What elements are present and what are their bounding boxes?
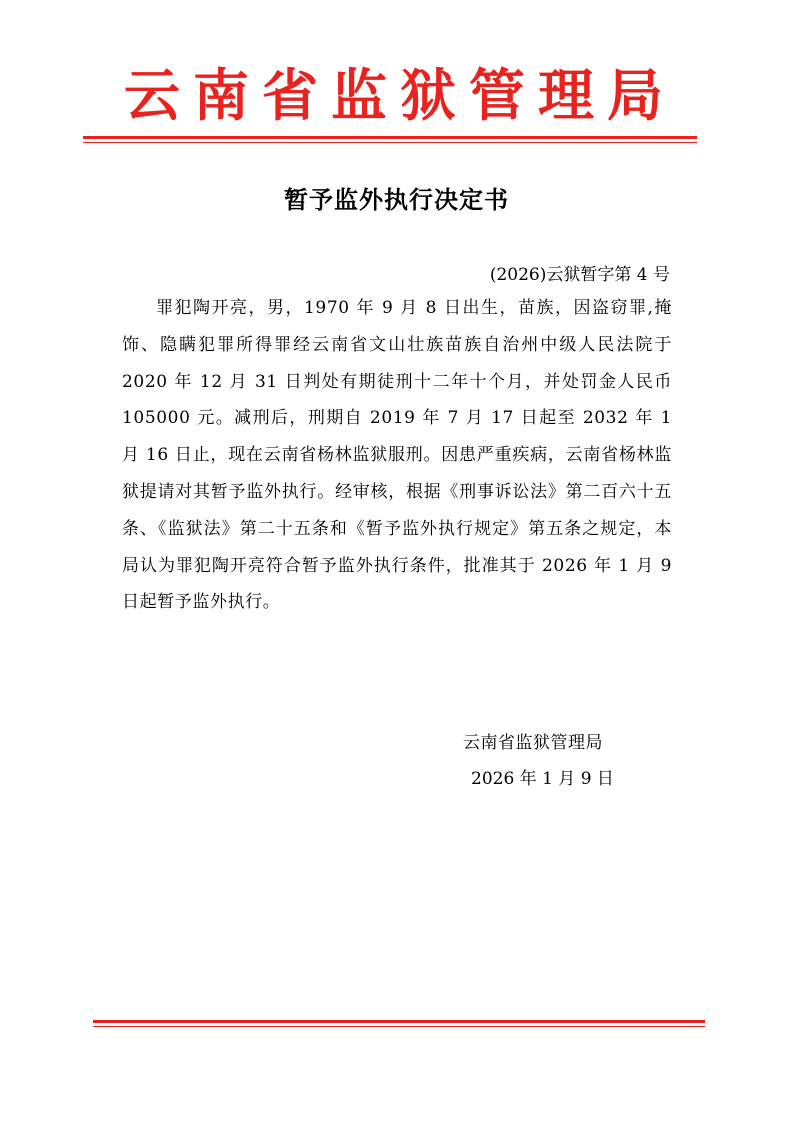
footer-rule-thick	[93, 1020, 705, 1023]
document-title: 暂予监外执行决定书	[284, 186, 509, 214]
header-rule-thick	[83, 136, 697, 139]
footer-rule-thin	[93, 1026, 705, 1027]
signature-date: 2026 年 1 月 9 日	[471, 769, 614, 789]
signature-organization: 云南省监狱管理局	[463, 733, 603, 753]
agency-header-title: 云南省监狱管理局	[124, 64, 676, 129]
document-number: (2026)云狱暂字第 4 号	[489, 265, 670, 285]
document-body: 罪犯陶开亮，男，1970 年 9 月 8 日出生，苗族，因盗窃罪,掩饰、隐瞒犯罪所得罪经云南省文山壮族苗族自治州中级人民法院于 2020 年 12 月 31 日判处有期徒刑十二年十个月，并处罚金人民币 105000 元。减刑后，刑期自 2019 年 7 月 17 日起至 2032 年 1 月 16 日止，现在云南省杨林监狱服刑。因患严重疾病，云南省杨林监狱提请对其暂予监外执行。经审核，根据《刑事诉讼法》第二百六十五条、《监狱法》第二十五条和《暂予监外执行规定》第五条之规定，本局认为罪犯陶开亮符合暂予监外执行条件，批准其于 2026 年 1 月 9 日起暂予监外执行。	[122, 298, 672, 613]
header-rule-thin	[83, 142, 697, 143]
